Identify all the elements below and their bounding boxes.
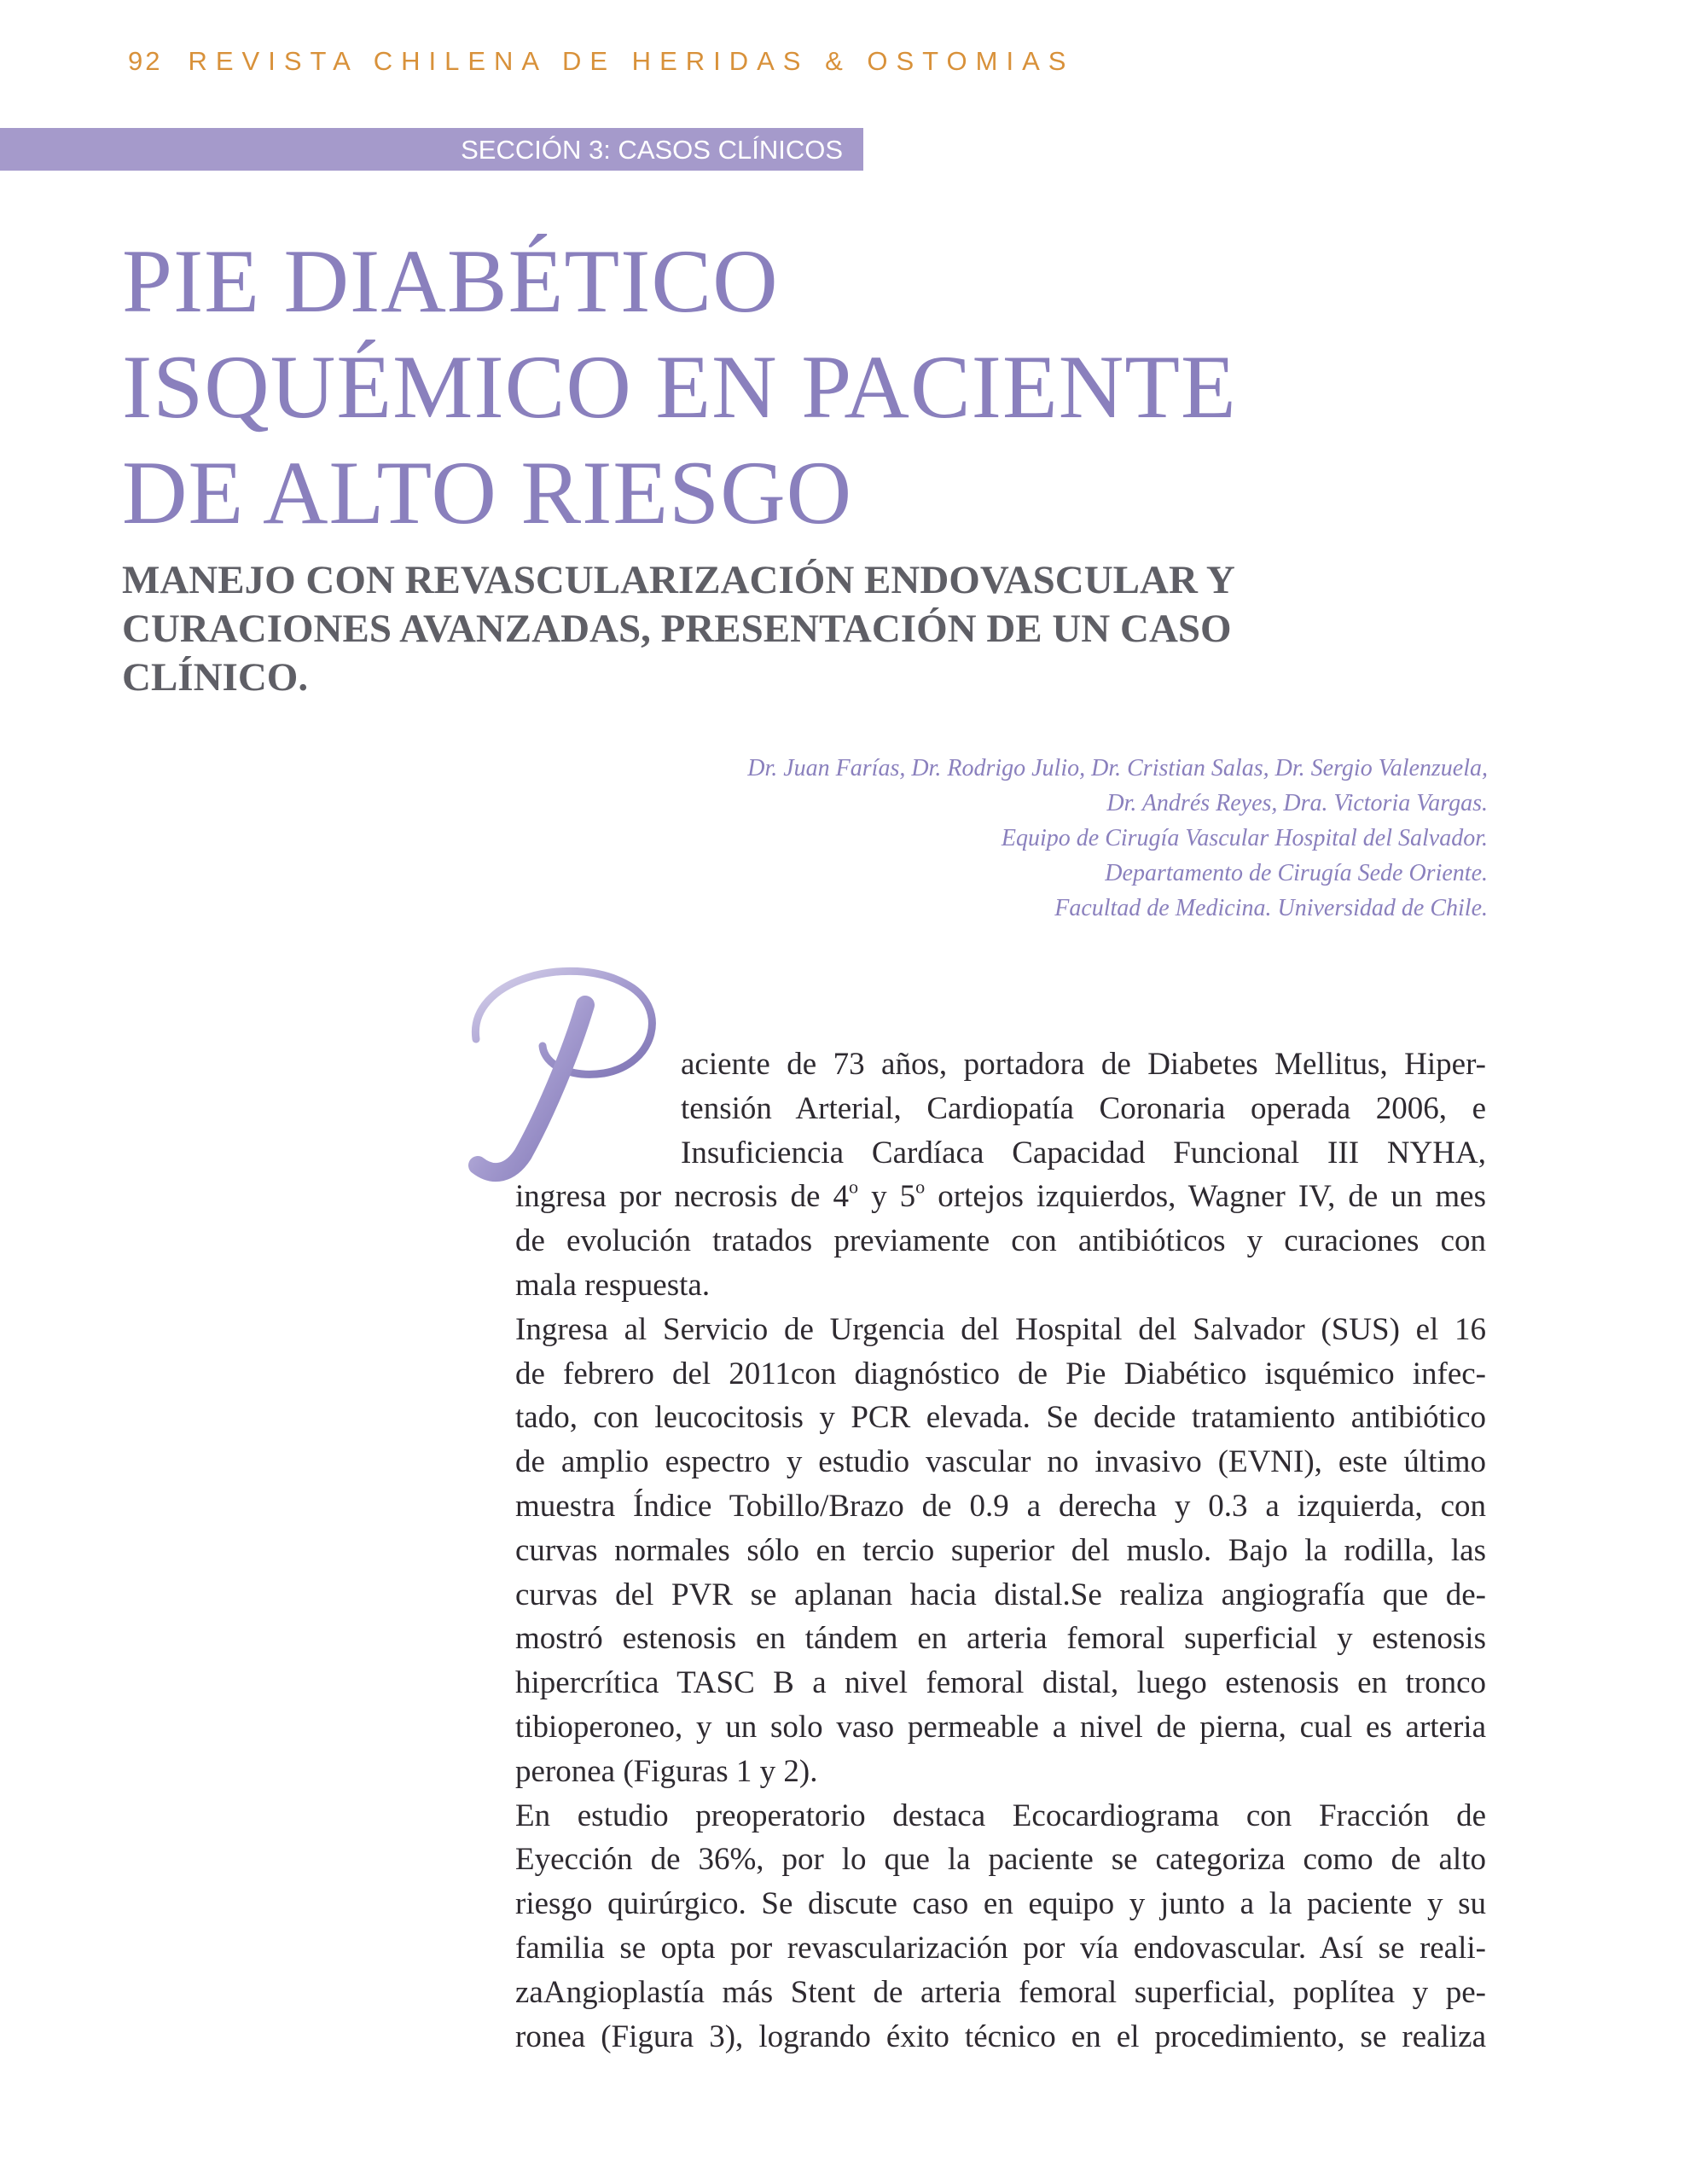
body-line: hipercrítica TASC B a nivel femoral distal, luego estenosis en tronco bbox=[515, 1665, 1486, 1701]
body-line: riesgo quirúrgico. Se discute caso en equipo y junto a la paciente y su bbox=[515, 1886, 1486, 1922]
section-bar bbox=[0, 128, 863, 171]
author-affiliations bbox=[747, 751, 1488, 926]
body-line: familia se opta por revascularización por vía endovascular. Así se reali- bbox=[515, 1930, 1486, 1966]
body-line: tado, con leucocitosis y PCR elevada. Se decide tratamiento antibiótico bbox=[515, 1400, 1486, 1436]
title-line: ISQUÉMICO EN PACIENTE bbox=[122, 337, 1237, 437]
body-line: Ingresa al Servicio de Urgencia del Hospital del Salvador (SUS) el 16 bbox=[515, 1311, 1486, 1347]
running-header bbox=[128, 46, 1074, 77]
body-line: mala respuesta. bbox=[515, 1267, 711, 1303]
body-text-run: ingresa por necrosis de 4 bbox=[515, 1179, 849, 1215]
affiliation-line: Equipo de Cirugía Vascular Hospital del Salvador. bbox=[1001, 825, 1488, 851]
authors-line: Dr. Juan Farías, Dr. Rodrigo Julio, Dr. Cristian Salas, Dr. Sergio Valenzuela, bbox=[747, 755, 1488, 781]
body-line: de amplio espectro y estudio vascular no invasivo (EVNI), este último bbox=[515, 1444, 1486, 1480]
title-line: PIE DIABÉTICO bbox=[122, 231, 779, 331]
journal-title: REVISTA CHILENA DE HERIDAS & OSTOMIAS bbox=[188, 46, 1075, 76]
body-line: zaAngioplastía más Stent de arteria femoral superficial, poplítea y pe- bbox=[515, 1974, 1486, 2010]
body-line: Insuficiencia Cardíaca Capacidad Funcional III NYHA, bbox=[681, 1135, 1486, 1170]
ordinal-superscript: o bbox=[848, 1176, 859, 1198]
body-line: curvas normales sólo en tercio superior del muslo. Bajo la rodilla, las bbox=[515, 1532, 1486, 1568]
ordinal-superscript: o bbox=[915, 1176, 926, 1198]
article-title bbox=[122, 229, 1402, 546]
section-label: SECCIÓN 3: CASOS CLÍNICOS bbox=[461, 135, 843, 165]
body-text-run: y 5 bbox=[858, 1179, 916, 1215]
body-line: tensión Arterial, Cardiopatía Coronaria operada 2006, e bbox=[681, 1090, 1486, 1126]
body-line: muestra Índice Tobillo/Brazo de 0.9 a derecha y 0.3 a izquierda, con bbox=[515, 1488, 1486, 1524]
body-line: En estudio preoperatorio destaca Ecocardiograma con Fracción de bbox=[515, 1798, 1486, 1833]
body-text-run: ortejos izquierdos, Wagner IV, de un mes bbox=[925, 1179, 1486, 1215]
authors-line: Dr. Andrés Reyes, Dra. Victoria Vargas. bbox=[1106, 790, 1488, 816]
body-line: curvas del PVR se aplanan hacia distal.Se realiza angiografía que de- bbox=[515, 1577, 1486, 1612]
page-number: 92 bbox=[128, 46, 163, 76]
affiliation-line: Departamento de Cirugía Sede Oriente. bbox=[1105, 860, 1488, 886]
title-line: DE ALTO RIESGO bbox=[122, 443, 853, 543]
body-line: Eyección de 36%, por lo que la paciente se categoriza como de alto bbox=[515, 1842, 1486, 1878]
article-body bbox=[515, 1043, 1486, 2059]
body-line: de febrero del 2011con diagnóstico de Pie Diabético isquémico infec- bbox=[515, 1356, 1486, 1391]
affiliation-line: Facultad de Medicina. Universidad de Chile. bbox=[1054, 895, 1488, 921]
body-line: mostró estenosis en tándem en arteria femoral superficial y estenosis bbox=[515, 1621, 1486, 1657]
body-line: ronea (Figura 3), logrando éxito técnico en el procedimiento, se realiza bbox=[515, 2018, 1486, 2054]
body-line: tibioperoneo, y un solo vaso permeable a nivel de pierna, cual es arteria bbox=[515, 1709, 1486, 1745]
subtitle-line: CLÍNICO. bbox=[122, 655, 309, 700]
body-line bbox=[515, 1175, 1486, 1219]
body-line: peronea (Figuras 1 y 2). bbox=[515, 1753, 818, 1789]
body-line: de evolución tratados previamente con antibióticos y curaciones con bbox=[515, 1223, 1486, 1259]
body-line: aciente de 73 años, portadora de Diabetes Mellitus, Hiper- bbox=[681, 1047, 1486, 1082]
subtitle-line: MANEJO CON REVASCULARIZACIÓN ENDOVASCULAR Y bbox=[122, 558, 1235, 602]
subtitle-line: CURACIONES AVANZADAS, PRESENTACIÓN DE UN CASO bbox=[122, 607, 1232, 651]
article-subtitle bbox=[122, 556, 1402, 702]
